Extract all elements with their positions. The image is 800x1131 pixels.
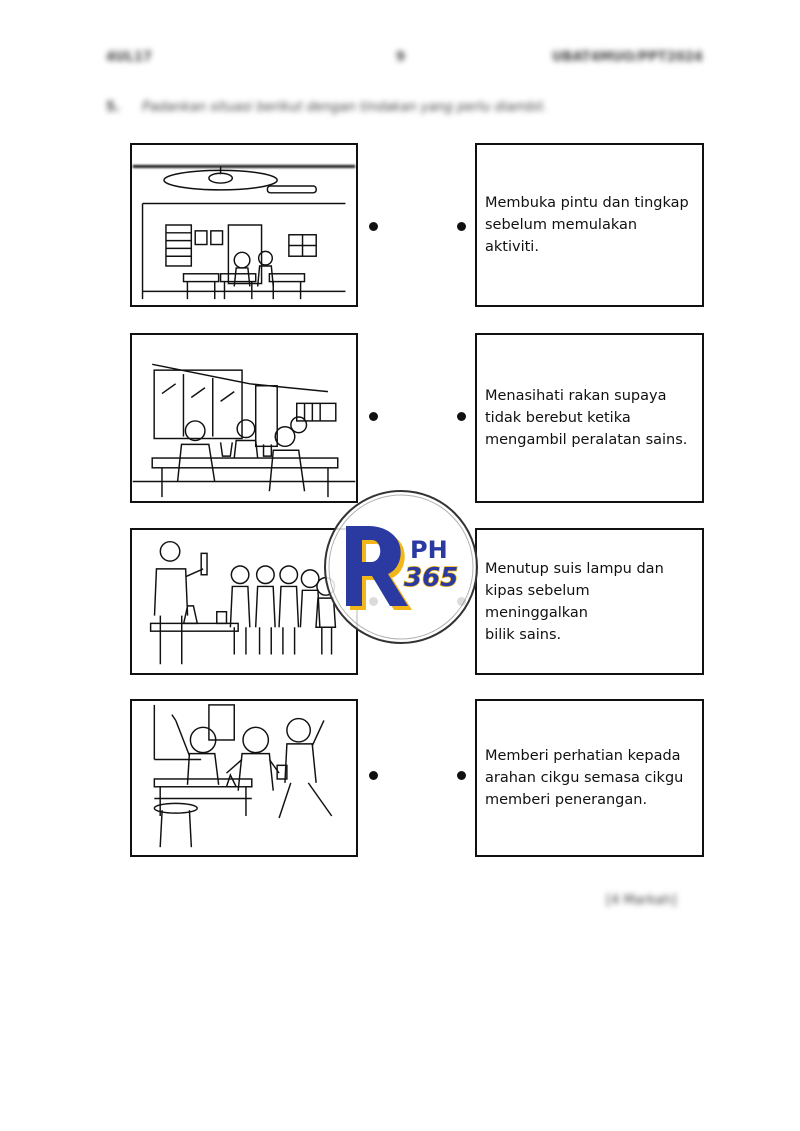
picture-box-1: [130, 143, 358, 307]
question-text: Padankan situasi berikut dengan tindakan yang perlu diambil.: [142, 100, 547, 115]
page-header-left: 4UL17: [106, 50, 152, 65]
match-dot-left-2[interactable]: [369, 412, 378, 421]
match-dot-left-4[interactable]: [369, 771, 378, 780]
pupils-in-science-lab-illustration: [132, 335, 356, 501]
picture-box-4: [130, 699, 358, 857]
watermark-text-bottom: 365: [404, 563, 459, 593]
match-dot-right-1[interactable]: [457, 222, 466, 231]
answer-text-3: Menutup suis lampu dan kipas sebelum meninggalkan bilik sains.: [485, 560, 664, 643]
pupils-fighting-over-equipment-illustration: [132, 701, 356, 855]
marks-label: [4 Markah]: [606, 893, 677, 908]
picture-box-2: [130, 333, 358, 503]
answer-box-2: [475, 333, 704, 503]
empty-classroom-fan-light-illustration: [132, 145, 356, 305]
question-instruction: [106, 100, 547, 115]
watermark-text-top: PH: [410, 536, 448, 564]
page-number: 9: [396, 50, 406, 65]
answer-box-1: [475, 143, 704, 307]
answer-text-1: Membuka pintu dan tingkap sebelum memulakan aktiviti.: [485, 195, 689, 255]
answer-box-3: [475, 528, 704, 675]
match-dot-right-4[interactable]: [457, 771, 466, 780]
answer-box-4: [475, 699, 704, 857]
answer-text-2: Menasihati rakan supaya tidak berebut ketika mengambil peralatan sains.: [485, 388, 688, 448]
answer-text-4: Memberi perhatian kepada arahan cikgu semasa cikgu memberi penerangan.: [485, 748, 684, 808]
rph365-watermark-logo: [322, 488, 480, 646]
page-header-right: UBAT4MUO/PPT2024: [552, 50, 703, 65]
match-dot-left-1[interactable]: [369, 222, 378, 231]
match-dot-right-2[interactable]: [457, 412, 466, 421]
question-number: 5.: [106, 100, 120, 115]
